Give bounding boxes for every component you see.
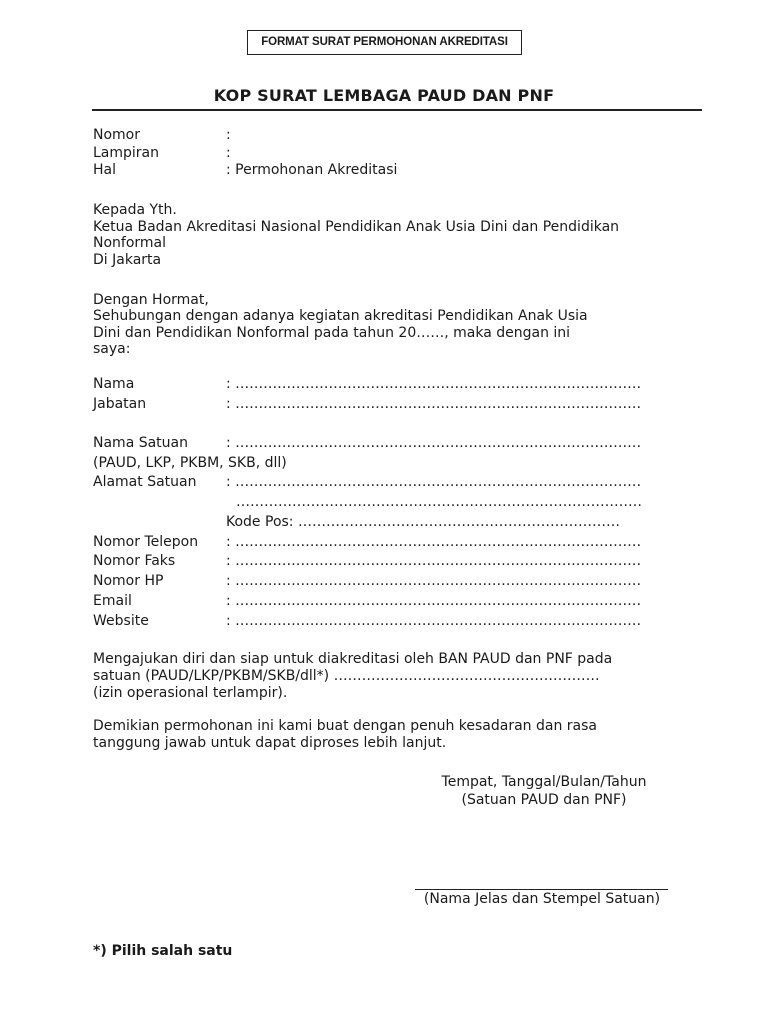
request-line-3: (izin operasional terlampir). (93, 685, 288, 701)
greeting: Dengan Hormat, (93, 292, 209, 308)
opening-line-1: Sehubungan dengan adanya kegiatan akreditasi Pendidikan Anak Usia (93, 308, 588, 324)
email-value: : …………………………………………………………………………… (226, 593, 642, 609)
request-line-1: Mengajukan diri dan siap untuk diakreditasi oleh BAN PAUD dan PNF pada (93, 651, 613, 667)
telepon-label: Nomor Telepon (93, 534, 199, 550)
hal-label: Hal (93, 162, 116, 178)
alamat-satuan-label: Alamat Satuan (93, 474, 197, 490)
signature-place-date: Tempat, Tanggal/Bulan/Tahun (441, 774, 647, 790)
alamat-satuan-value-2: …………………………………………………………………………… (236, 494, 642, 510)
signature-unit: (Satuan PAUD dan PNF) (461, 792, 627, 808)
letterhead-title: KOP SURAT LEMBAGA PAUD DAN PNF (213, 86, 555, 105)
nama-satuan-label: Nama Satuan (93, 435, 188, 451)
jabatan-value: : …………………………………………………………………………… (226, 396, 642, 412)
opening-line-2: Dini dan Pendidikan Nonformal pada tahun 20……, maka dengan ini (93, 325, 571, 341)
email-label: Email (93, 593, 132, 609)
format-label-box: FORMAT SURAT PERMOHONAN AKREDITASI (247, 30, 522, 55)
nomor-label: Nomor (93, 127, 140, 143)
nama-label: Nama (93, 376, 135, 392)
nama-value: : …………………………………………………………………………… (226, 376, 642, 392)
jabatan-label: Jabatan (93, 396, 147, 412)
hp-label: Nomor HP (93, 573, 164, 589)
nama-satuan-value: : …………………………………………………………………………… (226, 435, 642, 451)
website-label: Website (93, 613, 149, 629)
closing-line-1: Demikian permohonan ini kami buat dengan penuh kesadaran dan rasa (93, 718, 597, 734)
nomor-value: : (226, 127, 231, 143)
satuan-types-note: (PAUD, LKP, PKBM, SKB, dll) (93, 455, 287, 471)
kode-pos: Kode Pos: …………………………………………………………… (226, 514, 620, 530)
telepon-value: : …………………………………………………………………………… (226, 534, 642, 550)
alamat-satuan-value-1: : …………………………………………………………………………… (226, 474, 642, 490)
recipient-line-4: Di Jakarta (93, 252, 162, 268)
lampiran-value: : (226, 145, 231, 161)
lampiran-label: Lampiran (93, 145, 160, 161)
recipient-line-3: Nonformal (93, 235, 167, 251)
website-value: : …………………………………………………………………………… (226, 613, 642, 629)
opening-line-3: saya: (93, 341, 131, 357)
faks-label: Nomor Faks (93, 553, 176, 569)
closing-line-2: tanggung jawab untuk dapat diproses lebih lanjut. (93, 735, 447, 751)
recipient-line-2: Ketua Badan Akreditasi Nasional Pendidikan Anak Usia Dini dan Pendidikan (93, 219, 620, 235)
footnote: *) Pilih salah satu (93, 943, 233, 959)
signature-name-stamp: (Nama Jelas dan Stempel Satuan) (423, 891, 661, 907)
recipient-line-1: Kepada Yth. (93, 202, 177, 218)
hal-value: : Permohonan Akreditasi (226, 162, 398, 178)
request-line-2: satuan (PAUD/LKP/PKBM/SKB/dll*) ………………………………………………… (93, 668, 600, 684)
hp-value: : …………………………………………………………………………… (226, 573, 642, 589)
faks-value: : …………………………………………………………………………… (226, 553, 642, 569)
signature-line (415, 889, 668, 890)
letterhead-rule (92, 109, 702, 111)
